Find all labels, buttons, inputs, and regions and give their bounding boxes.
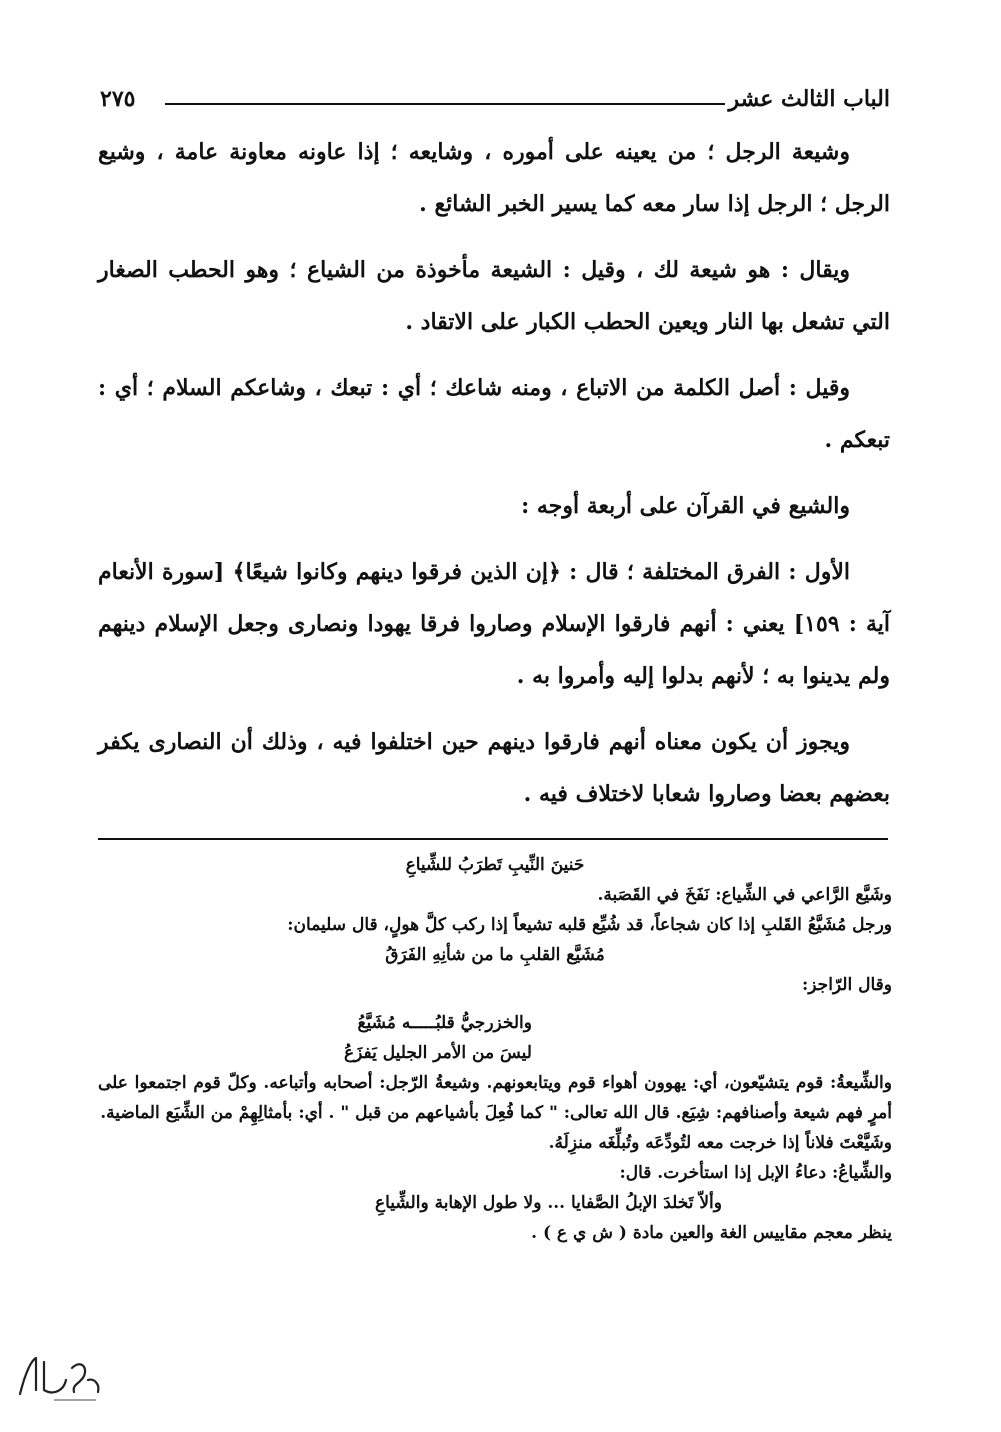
footnote-verse: مُشَيَّع القلبِ ما من شأنِهِ الفَرَقُ <box>385 945 605 965</box>
footnote-verse: حَنينَ النِّيبِ تَطرَبُ للشِّياعِ <box>405 855 585 875</box>
footnote-source: ينظر معجم مقاييس الغة والعين مادة ( ش ي ع ) . <box>531 1223 892 1243</box>
page-number: ٢٧٥ <box>100 86 136 112</box>
paragraph: ويجوز أن يكون معناه أنهم فارقوا دينهم حين اختلفوا فيه ، وذلك أن النصارى يكفر بعضهم بعضا وصاروا شعابا لاختلاف فيه . <box>98 729 890 807</box>
spacer <box>98 1000 892 1008</box>
page-header <box>100 86 890 126</box>
paragraph: وشيعة الرجل ؛ من يعينه على أموره ، وشايعه ؛ إذا عاونه معاونة عامة ، وشيع الرجل ؛ الرجل إذا سار معه كما يسير الخبر الشائع . <box>98 139 890 217</box>
footnote-verse: ليسَ من الأمر الجليل يَفزَعُ <box>344 1043 532 1063</box>
main-text <box>98 126 890 834</box>
footnote-divider <box>98 838 888 840</box>
publisher-logo <box>14 1350 104 1406</box>
chapter-title: الباب الثالث عشر <box>728 86 890 112</box>
footnote-line: وشَيَّع الرَّاعي في الشِّياع: نَفَخَ في القَصَبة. <box>597 885 892 905</box>
paragraph: ويقال : هو شيعة لك ، وقيل : الشيعة مأخوذة من الشياع ؛ وهو الحطب الصغار التي تشعل بها النار ويعين الحطب الكبار على الاتقاد . <box>98 257 890 335</box>
header-rule <box>165 103 725 105</box>
paragraph: الأول : الفرق المختلفة ؛ قال : ﴿إن الذين فرقوا دينهم وكانوا شيعًا﴾ [سورة الأنعام آية : ١٥٩] يعني : أنهم فارقوا الإسلام وصاروا فرقا يهودا ونصارى وجعل الإسلام دينهم ولم يدينوا به ؛ لأنهم بدلوا إليه وأمروا به . <box>98 559 890 689</box>
footnote-line: والشِّيعةُ: قوم يتشيّعون، أي: يهوون أهواء قوم ويتابعونهم. وشيعةُ الرّجل: أصحابه وأتباعه. وكلّ قوم اجتمعوا على أمرٍ فهم شيعة وأصنافهم: شِيَع. قال الله تعالى: " كما فُعِلَ بأشياعهم من قبل " . أي: بأمثالِهِمْ من الشِّيَع الماضية. <box>98 1073 892 1123</box>
footnote-line: وشَيَّعْتَ فلاناً إذا خرجت معه لتُودِّعَه وتُبلِّغَه منزِلَهُ. <box>548 1133 892 1153</box>
footnote-line: وقال الرّاجز: <box>802 975 892 995</box>
footnote-line: ورجل مُشَيَّعُ القَلبِ إذا كان شجاعاً، قد شُيِّع قلبه تشيعاً إذا ركب كلَّ هولٍ، قال سليمان: <box>287 915 892 935</box>
paragraph: والشيع في القرآن على أربعة أوجه : <box>521 493 850 519</box>
footnote-line: والشِّياعُ: دعاءُ الإبل إذا استأخرت. قال: <box>619 1163 892 1183</box>
paragraph: وقيل : أصل الكلمة من الاتباع ، ومنه شاعك ؛ أي : تبعك ، وشاعكم السلام ؛ أي : تبعكم . <box>98 375 890 453</box>
footnote <box>98 850 892 1248</box>
footnote-verse: والخزرجيُّ قلبُـــــه مُشَيَّعُ <box>357 1013 532 1033</box>
footnote-verse: وألاّ تَخلدَ الإبلُ الصَّفايا ... ولا طول الإهابة والشِّياعِ <box>374 1193 722 1213</box>
